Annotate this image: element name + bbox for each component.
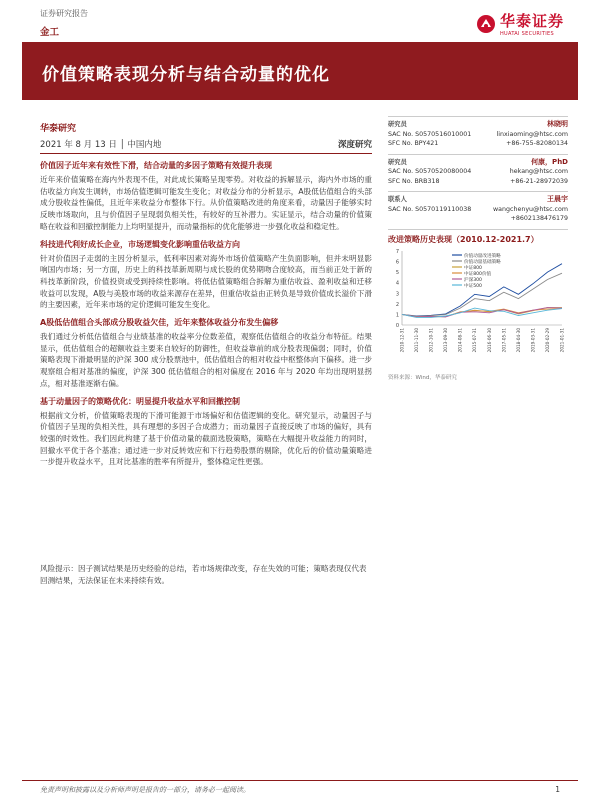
performance-line-chart [388, 247, 568, 367]
y-tick-label: 2 [395, 301, 399, 308]
analyst-email[interactable]: wangchenyu@htsc.com [493, 205, 568, 213]
page-number: 1 [555, 785, 560, 794]
section-body: 近年来价值策略在海内外表现不佳，对此成长策略呈现零势。对收益的拆解显示，海内外市场的重估收益方向发生调转，市场估值逻辑可能发生变化；对收益分布的分析显示，A股低估值组合的头部成分股收益性偏低，且近年来收益分布整体下行。从价值策略改进的角度来看，动量因子能够实时反映市场取向，且与价值因子呈现弱负相关性，有较好的互补潜力。实证显示，结合动量的价值策略在收益和回撤控制能力上均明显提升，而动量指标的优化能够进一步强化收益和稳定性。 [40, 175, 372, 231]
legend-label: 价值动量基础策略 [464, 259, 501, 265]
section-block [40, 239, 372, 312]
brand-logo [476, 10, 564, 37]
analyst-sac: SAC No. S0570119110038 [388, 205, 472, 213]
huatai-logo-icon [476, 14, 496, 34]
chart-title: 改进策略历史表现（2010.12-2021.7） [388, 229, 568, 245]
x-tick-label: 2014-08-31 [457, 327, 463, 352]
analyst-sfc: SFC No. BPY421 [388, 140, 439, 147]
report-region: 中国内地 [127, 140, 162, 150]
analyst-card [388, 116, 568, 149]
x-tick-label: 2013-09-30 [443, 327, 449, 352]
x-tick-label: 2017-05-31 [501, 327, 507, 352]
x-tick-label: 2016-06-30 [486, 327, 492, 352]
title-banner [22, 42, 578, 100]
analyst-phone: +8602138476179 [510, 215, 568, 222]
research-org: 华泰研究 [40, 124, 77, 134]
y-tick-label: 0 [395, 322, 399, 329]
analyst-phone: +86-21-28972039 [510, 177, 568, 185]
report-date: 2021 年 8 月 13 日 [40, 140, 117, 150]
analyst-name: 何康，PhD [531, 157, 568, 166]
section-heading: 基于动量因子的策略优化：明显提升收益水平和回撤控制 [40, 396, 240, 406]
analyst-role: 研究员 [388, 121, 407, 128]
y-tick-label: 1 [395, 311, 399, 318]
section-body: 针对价值因子走弱的主因分析显示，低利率因素对海外市场价值策略产生负面影响，但并未明显影响国内市场；另一方面，历史上的科技革新周期与成长股的优势期吻合度较高，而当前正处于新的科技革新阶段，价值投资或受到持续性影响。将低估值策略组合拆解为重估收益、盈利收益和迁移收益可以发现，A股与美股市场的收益来源存在差异，但重估收益由正转负是导致价值成长溢价下滑的主要因素，近年来市场的定价逻辑可能发生变化。 [40, 253, 372, 310]
risk-warning: 风险提示：因子测试结果是历史经验的总结，若市场规律改变，存在失效的可能；策略表现仅代表回测结果，无法保证在未来持续有效。 [40, 564, 367, 585]
footer-divider [22, 780, 578, 781]
logo-text-en: HUATAI SECURITIES [499, 31, 554, 37]
dateline: 2021 年 8 月 13 日 │ 中国内地 深度研究 [40, 138, 372, 154]
report-title: 价值策略表现分析与结合动量的优化 [42, 65, 330, 85]
section-body: 我们通过分析低估值组合与业绩基准的收益率分位数差值，观察低估值组合的收益分布特征。结果显示，低估值组合的超额收益主要来自较好的防御性，但收益靠前的成分股表现偏弱；同时，价值策略表现下滑最明显的沪深 300 成分股票池中，低估值组合的相对收益中枢整体向下偏移。进一步观察组合相对基准的偏度，沪深 300 低估值组合的相对偏度在 2016 年与 2020 年均出现明显拐点，相对基准逐渐右偏。 [40, 332, 372, 388]
analyst-name: 林晓明 [547, 120, 568, 128]
analyst-sac: SAC No. S0570520080004 [388, 168, 472, 175]
chart-area [388, 247, 568, 371]
analyst-role: 研究员 [388, 158, 407, 166]
analyst-email[interactable]: linxiaoming@htsc.com [496, 130, 568, 138]
x-tick-label: 2015-07-31 [472, 327, 478, 352]
analyst-card [388, 191, 568, 224]
section-block [40, 160, 372, 233]
section-heading: 科技进代利好成长企业，市场逻辑变化影响重估收益方向 [40, 239, 240, 249]
report-type: 深度研究 [337, 140, 372, 150]
section-heading: A股低估值组合头部成分股收益欠佳，近年来整体收益分布发生偏移 [40, 318, 279, 328]
analyst-role: 联系人 [388, 196, 407, 203]
x-tick-label: 2010-12-31 [399, 327, 405, 352]
section-body: 根据前文分析，价值策略表现的下滑可能源于市场偏好和估值逻辑的变化。研究显示，动量因子与价值因子呈现的负相关性，具有理想的多因子合成潜力；而动量因子直接反映了市场的偏好，具有较强的时效性。我们因此构建了基于价值动量的截面选股策略，策略在大幅提升收益能力的同时，回撤水平优于各个基准；通过进一步对反转效应和下行趋势股票的剔除，优化后的价值动量策略进一步提升收益水平，且对比基准的胜率有所提升，整体稳定性更强。 [40, 410, 372, 467]
analyst-sac: SAC No. S0570516010001 [388, 130, 472, 138]
legend-label: 中证500 [464, 283, 482, 289]
legend-label: 价值动量改进策略 [464, 253, 501, 259]
legend-label: 中证800 [464, 265, 482, 271]
legend-label: 沪深300 [464, 277, 482, 283]
y-tick-label: 5 [395, 269, 399, 276]
logo-text-cn: 华泰证券 [499, 12, 564, 30]
chart-source: 资料来源：Wind，华泰研究 [388, 374, 457, 381]
analyst-phone: +86-755-82080134 [506, 140, 568, 147]
x-tick-label: 2019-03-31 [530, 327, 536, 352]
x-tick-label: 2021-01-31 [559, 327, 565, 352]
analyst-card [388, 154, 568, 187]
report-type-label: 证券研究报告 [40, 9, 88, 18]
x-tick-label: 2020-02-29 [544, 327, 550, 352]
section-block [40, 396, 372, 469]
x-tick-label: 2018-04-30 [515, 327, 521, 352]
sidebar [388, 116, 568, 381]
section-tag: 金工 [40, 27, 60, 38]
analyst-name: 王晨宇 [547, 195, 568, 203]
y-tick-label: 3 [395, 290, 399, 297]
y-tick-label: 4 [395, 280, 399, 287]
legend-label: 中证800价值 [464, 271, 492, 277]
main-content [40, 160, 372, 474]
y-tick-label: 7 [395, 248, 399, 255]
section-heading: 价值因子近年来有效性下滑，结合动量的多因子策略有效提升表现 [40, 161, 272, 170]
y-tick-label: 6 [395, 259, 399, 266]
analyst-email[interactable]: hekang@htsc.com [509, 168, 568, 175]
footer-disclaimer: 免责声明和披露以及分析师声明是报告的一部分，请务必一起阅读。 [40, 786, 250, 794]
analyst-sfc: SFC No. BRB318 [388, 177, 440, 185]
section-block [40, 317, 372, 390]
x-tick-label: 2011-11-30 [414, 327, 420, 352]
x-tick-label: 2012-10-31 [428, 327, 434, 352]
